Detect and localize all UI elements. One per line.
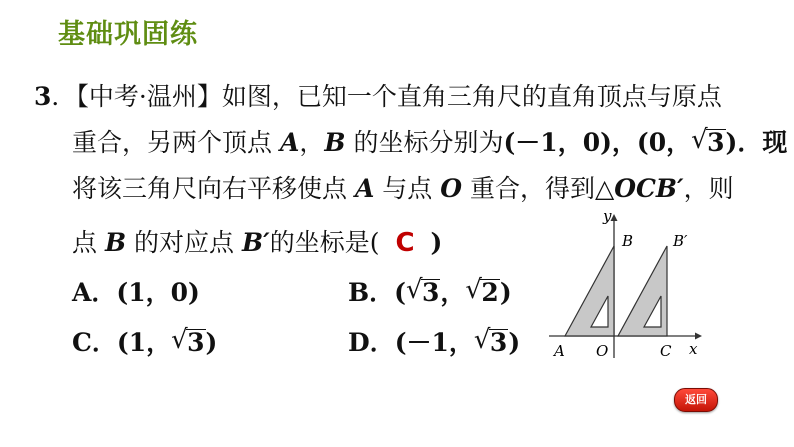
text: 与点 — [374, 174, 441, 203]
translated-triangle — [618, 246, 667, 336]
y-axis-label: y — [603, 208, 612, 225]
radicand: 3 — [707, 128, 725, 157]
option-text: ．(1，0) — [91, 278, 200, 307]
radicand: 3 — [421, 278, 440, 307]
text: 的坐标分别为 — [345, 128, 504, 157]
option-letter: A — [72, 278, 92, 307]
option-text: ．(－1， — [369, 328, 474, 357]
point-a-label: A — [354, 174, 375, 203]
sqrt-expression — [474, 326, 508, 360]
x-axis-label: x — [689, 340, 698, 358]
point-b-prime-label: B′ — [242, 228, 270, 257]
text: ) — [430, 228, 443, 257]
option-text: ) — [205, 328, 218, 357]
sqrt-expression — [465, 276, 499, 310]
point-o-label: O — [440, 174, 463, 203]
question-line-1 — [34, 80, 722, 114]
text: 重合，另两个顶点 — [72, 128, 280, 157]
radicand: 3 — [187, 328, 205, 357]
option-d[interactable] — [348, 326, 520, 360]
section-title: 基础巩固练 — [58, 19, 198, 50]
point-b-label: B — [104, 228, 127, 257]
option-a[interactable] — [72, 276, 200, 310]
triangle-diagram — [545, 208, 705, 363]
question-line-3 — [72, 172, 734, 206]
sqrt-expression — [406, 276, 440, 310]
question-source: ．【中考·温州】如图，已知一个直角三角尺的直角顶点与原点 — [51, 82, 722, 111]
x-axis-arrow — [695, 333, 702, 340]
text: 点 — [72, 228, 105, 257]
text: 的坐标是( — [269, 228, 380, 257]
radicand: 3 — [489, 328, 508, 357]
option-text: ．(1， — [91, 328, 172, 357]
option-c[interactable] — [72, 326, 217, 360]
point-a-label: A — [279, 128, 300, 157]
question-line-2 — [72, 126, 787, 160]
sqrt-expression — [691, 126, 725, 160]
label-b-prime: B′ — [673, 232, 688, 250]
question-number: 3 — [34, 82, 52, 111]
coordinates-text: )．现 — [725, 128, 788, 157]
radicand: 2 — [481, 278, 499, 307]
option-letter: D — [348, 328, 370, 357]
option-letter: C — [72, 328, 92, 357]
label-o: O — [596, 342, 609, 360]
label-b: B — [622, 232, 634, 250]
option-text: ) — [508, 328, 521, 357]
option-text: ， — [440, 278, 466, 307]
point-b-label: B — [324, 128, 346, 157]
option-text: ．( — [369, 278, 406, 307]
label-a: A — [554, 342, 565, 360]
original-triangle — [565, 246, 614, 336]
text: 重合，得到△ — [462, 174, 615, 203]
text: ， — [299, 128, 325, 157]
text: 的对应点 — [126, 228, 242, 257]
back-button[interactable]: 返回 — [674, 388, 718, 412]
y-axis-arrow — [611, 214, 618, 221]
coordinates-text: (－1，0)，(0， — [503, 128, 692, 157]
sqrt-expression — [171, 326, 205, 360]
option-b[interactable] — [348, 276, 512, 310]
question-line-4 — [72, 226, 442, 260]
triangle-label: OCB′ — [614, 174, 684, 203]
text: 将该三角尺向右平移使点 — [72, 174, 355, 203]
option-letter: B — [348, 278, 370, 307]
text: ，则 — [683, 174, 734, 203]
label-c: C — [660, 342, 672, 360]
answer: C — [395, 228, 415, 258]
option-text: ) — [499, 278, 512, 307]
